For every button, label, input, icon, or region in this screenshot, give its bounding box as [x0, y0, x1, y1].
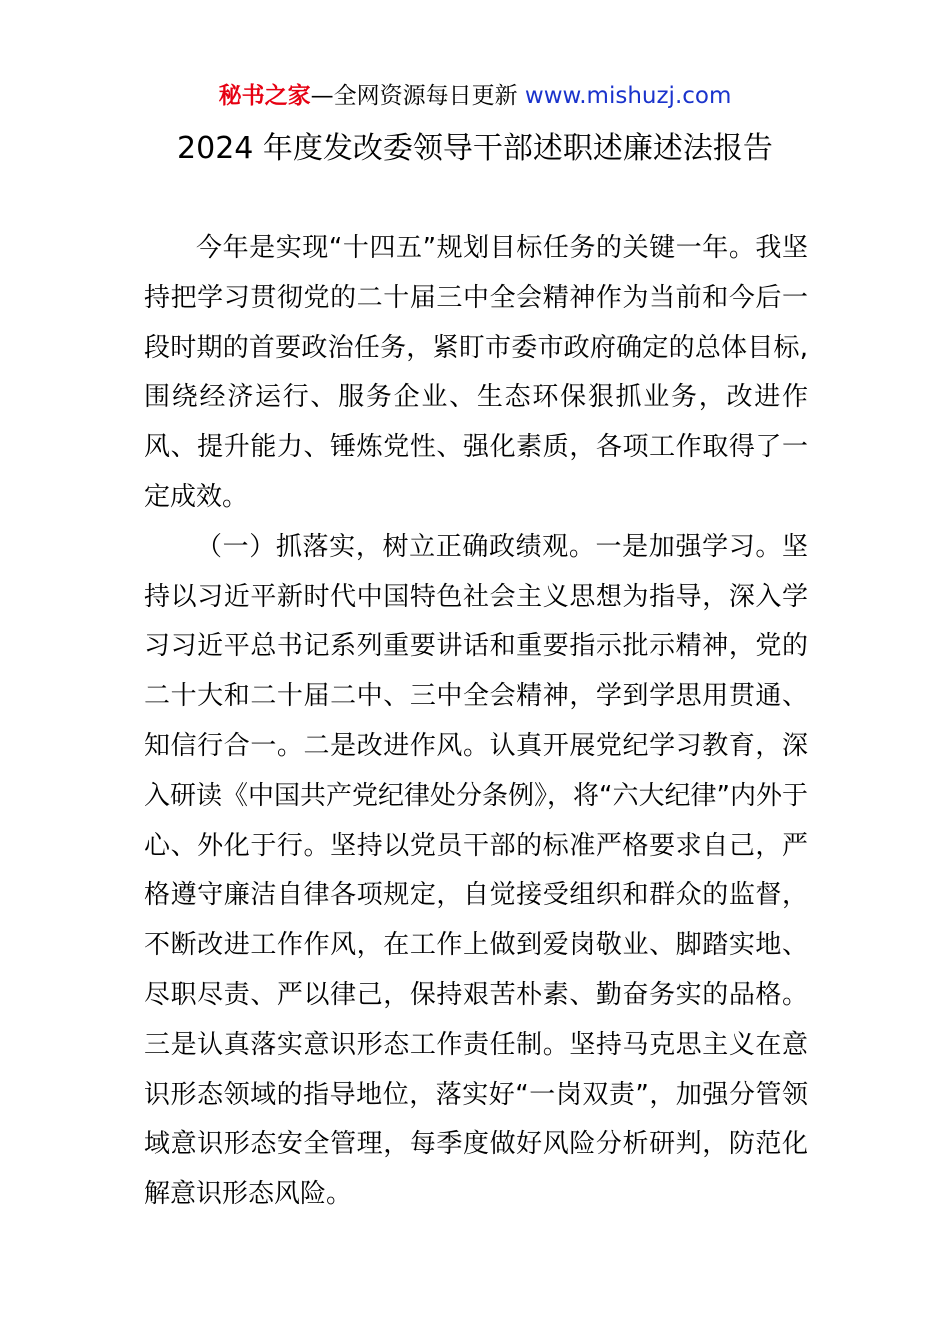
document-title: 2024 年度发改委领导干部述职述廉述法报告	[177, 131, 773, 166]
brand-name: 秘书之家	[218, 83, 311, 109]
document-body	[144, 224, 808, 1220]
site-url-link[interactable]: www.mishuzj.com	[524, 83, 732, 109]
body-paragraph: 今年是实现“十四五”规划目标任务的关键一年。我坚持把学习贯彻党的二十届三中全会精神作为当前和今后一段时期的首要政治任务，紧盯市委市政府确定的总体目标,围绕经济运行、服务企业、生态环保狠抓业务，改进作风、提升能力、锤炼党性、强化素质，各项工作取得了一定成效。	[144, 233, 808, 512]
body-paragraph: （一）抓落实，树立正确政绩观。一是加强学习。坚持以习近平新时代中国特色社会主义思想为指导，深入学习习近平总书记系列重要讲话和重要指示批示精神，党的二十大和二十届二中、三中全会精神，学到学思用贯通、知信行合一。二是改进作风。认真开展党纪学习教育，深入研读《中国共产党纪律处分条例》，将“六大纪律”内外于心、外化于行。坚持以党员干部的标准严格要求自己，严格遵守廉洁自律各项规定，自觉接受组织和群众的监督，不断改进工作作风，在工作上做到爱岗敬业、脚踏实地、尽职尽责、严以律己，保持艰苦朴素、勤奋务实的品格。三是认真落实意识形态工作责任制。坚持马克思主义在意识形态领域的指导地位，落实好“一岗双责”，加强分管领域意识形态安全管理，每季度做好风险分析研判，防范化解意识形态风险。	[144, 531, 808, 1210]
site-header	[0, 80, 950, 112]
site-tagline: —全网资源每日更新	[310, 83, 525, 109]
